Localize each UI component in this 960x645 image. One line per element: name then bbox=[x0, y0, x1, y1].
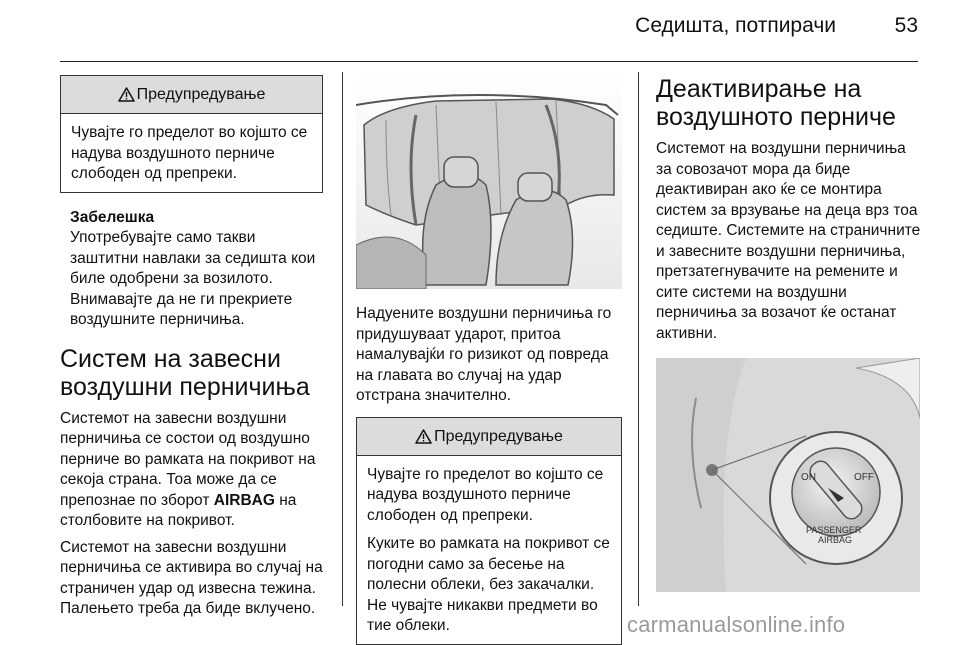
paragraph-text: на столбовите на покривот. bbox=[60, 491, 297, 529]
car-interior-drawing bbox=[356, 75, 622, 289]
column-divider bbox=[342, 72, 343, 606]
airbag-switch-drawing bbox=[656, 358, 920, 592]
switch-label-passenger: PASSENGER bbox=[806, 525, 862, 535]
warning-text: Чувајте го пределот во којшто се надува воздушното перниче слободен од препреки. bbox=[71, 124, 308, 182]
note-title: Забелешка bbox=[70, 208, 155, 226]
section-title-curtain-airbags: Систем на завесни воздушни перничиња bbox=[60, 344, 310, 401]
warning-text-2: Куките во рамката на покривот се погодни само за бесење на полесни облеки, без закачалки. Не чувајте никакви предмети во тие облеки. bbox=[367, 535, 610, 634]
watermark: carmanualsonline.info bbox=[627, 612, 846, 637]
paragraph-text: Системот на завесни воздушни перничиња се состои од воздушно перниче во рамката на покривот на секоја страна. Тоа може да се препознае по зборот bbox=[60, 409, 316, 509]
column-left bbox=[60, 75, 323, 626]
airbag-switch-illustration bbox=[656, 358, 920, 592]
note-text: Употребувајте само такви заштитни навлаки за седишта кои биле одобрени за возилото. Внимавајте да не ги прекриете воздушните перничиња. bbox=[70, 229, 316, 328]
header-title: Седишта, потпирачи bbox=[635, 14, 836, 37]
warning-text-1: Чувајте го пределот во којшто се надува воздушното перниче слободен од препреки. bbox=[367, 465, 604, 524]
note bbox=[60, 208, 323, 331]
warning-box bbox=[60, 75, 323, 193]
curtain-airbag-illustration bbox=[356, 75, 622, 289]
column-right bbox=[656, 75, 922, 592]
section-title-deactivation: Деактивирање на воздушното перниче bbox=[656, 75, 896, 131]
warning-triangle-icon bbox=[118, 87, 135, 102]
warning-triangle-icon bbox=[415, 429, 432, 444]
switch-label-on: ON bbox=[801, 472, 816, 483]
column-divider bbox=[638, 72, 639, 606]
illustration-caption: Надуените воздушни перничиња го придушуваат ударот, притоа намалувајќи го ризикот од повреда на главата во случај на удар отстрана значително. bbox=[356, 305, 612, 404]
paragraph-curtain-2: Системот на завесни воздушни перничиња се активира во случај на страничен удар од извесна тежина. Палењето треба да биде вклучено. bbox=[60, 538, 323, 617]
warning-heading-text: Предупредување bbox=[434, 427, 563, 445]
switch-label-airbag: AIRBAG bbox=[818, 535, 853, 545]
airbag-word: AIRBAG bbox=[213, 491, 275, 509]
paragraph-deactivation: Системот на воздушни перничиња за совозачот мора да биде деактивиран ако ќе се монтира систем за врзување на деца врз тоа седиште. Системите на страничните и завесните воздушни перничиња, претзатегнувачите на ремените и сите системи на воздушни перничиња за возачот ќе останат активни. bbox=[656, 140, 921, 342]
warning-heading-text: Предупредување bbox=[136, 86, 266, 103]
warning-box bbox=[356, 417, 622, 645]
column-middle bbox=[356, 75, 622, 645]
warning-heading bbox=[61, 76, 322, 114]
page-header bbox=[60, 0, 918, 62]
switch-label-off: OFF bbox=[854, 472, 874, 483]
page-number: 53 bbox=[894, 14, 918, 37]
paragraph-curtain-1 bbox=[60, 409, 323, 532]
warning-heading bbox=[357, 418, 621, 456]
